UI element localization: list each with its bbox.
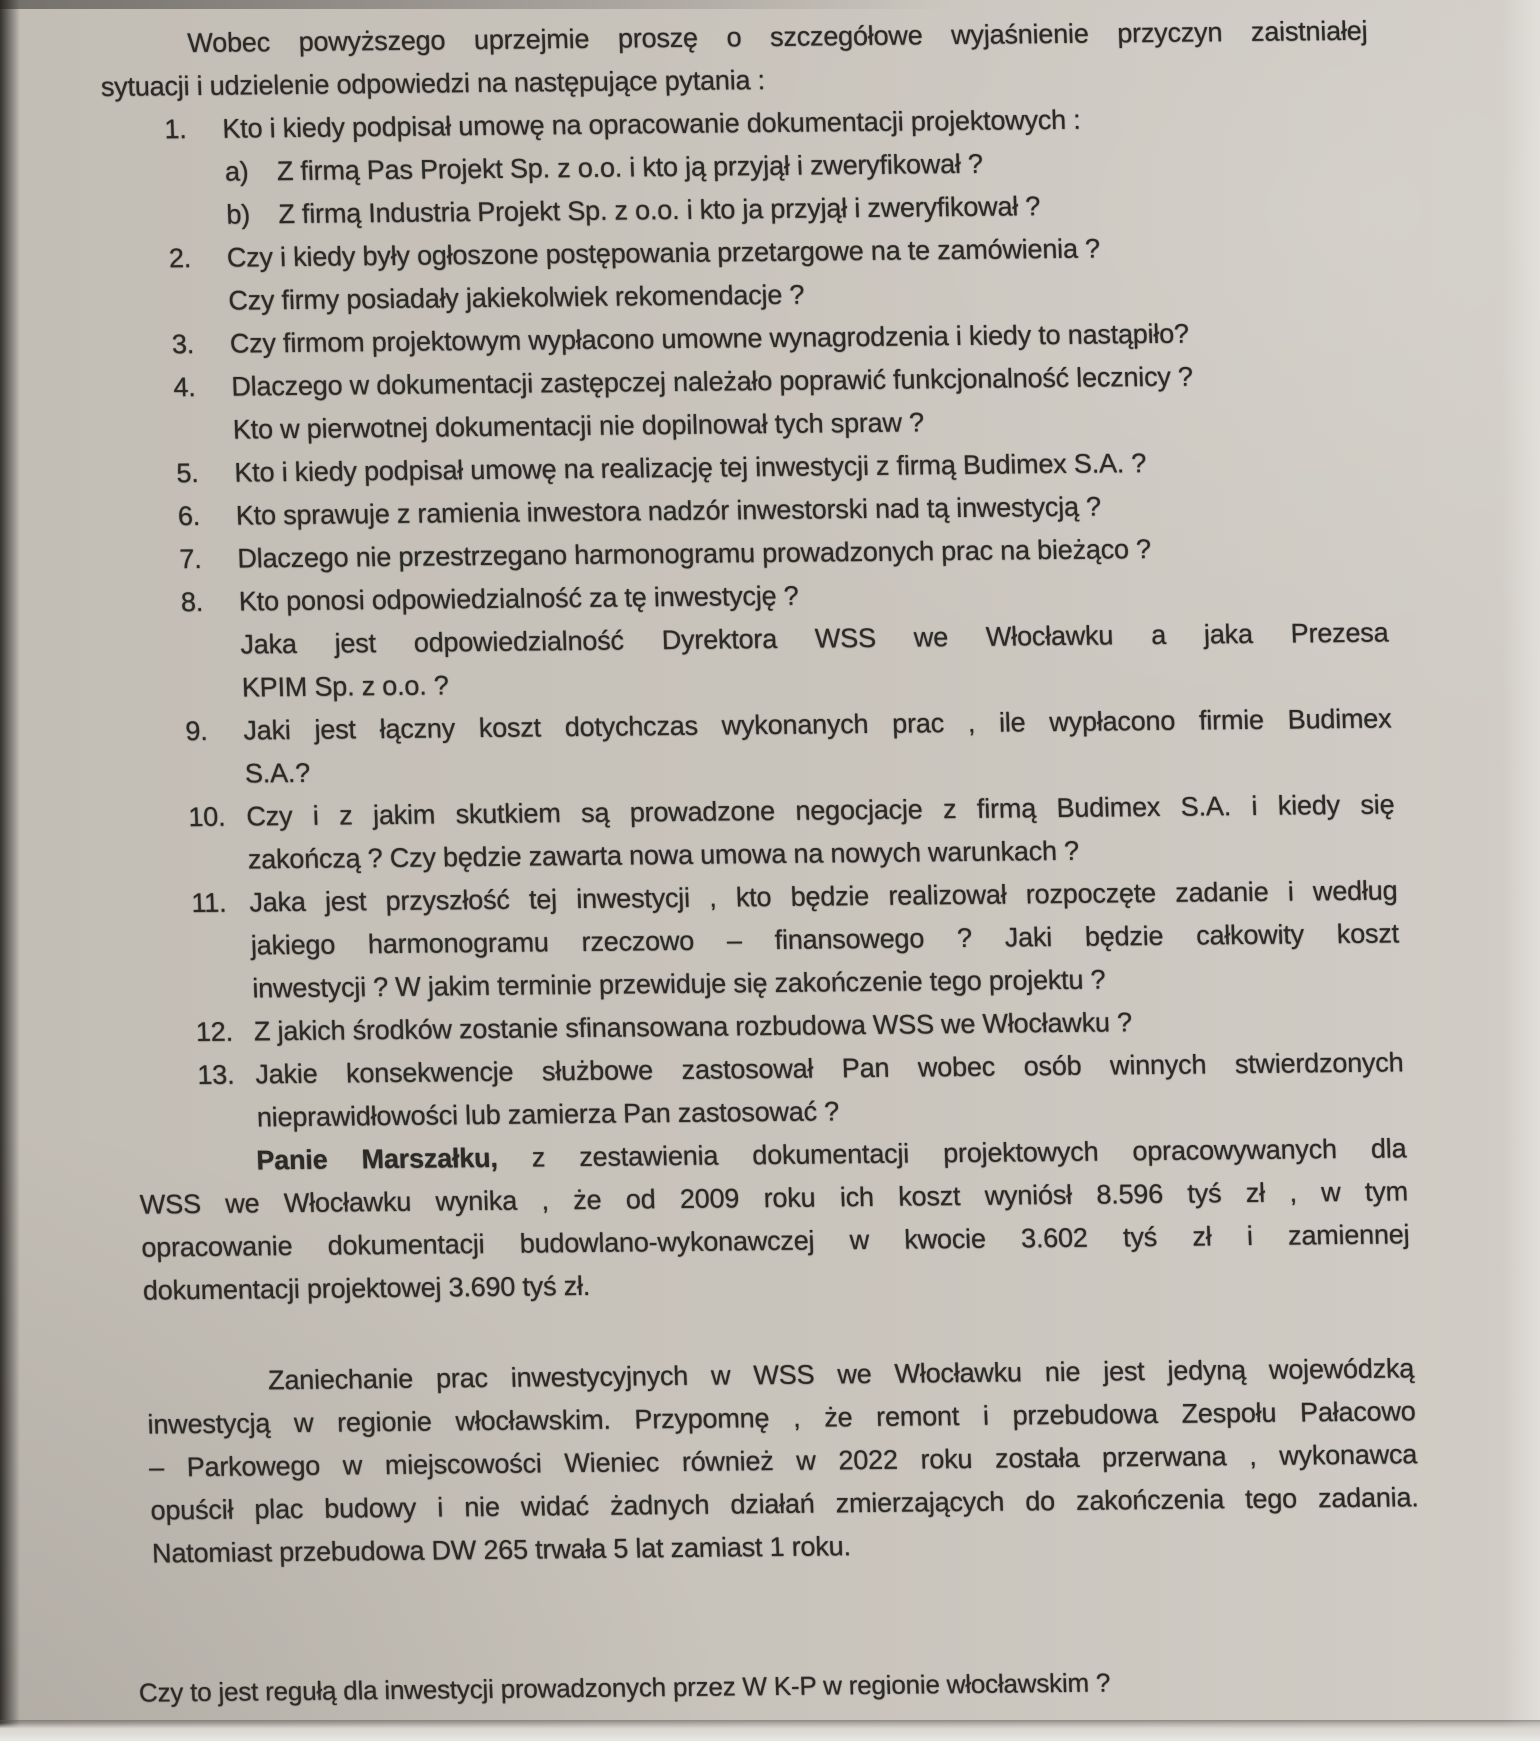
paragraph-line: – Parkowego w miejscowości Wieniec również w 2022 roku została przerwana , wykonawca [148,1439,1418,1483]
photo-bottom-page-edge [0,1720,1540,1741]
question-line: Z jakich środków zostanie sfinansowana rozbudowa WSS we Włocławku ? [253,1007,1133,1047]
question-number: 12. [195,1016,234,1048]
question-number: 2. [168,243,192,274]
question-line: Czy firmy posiadały jakiekolwiek rekomendacje ? [227,279,805,316]
question-item-4 [111,354,1382,453]
question-item-11 [129,869,1401,1011]
question-line: inwestycji ? W jakim terminie przewiduje się zakończenie tego projektu ? [251,964,1106,1004]
subitem-label: b) [225,199,251,230]
question-line: S.A.? [244,757,311,789]
question-line: nieprawidłowości lub zamierza Pan zastosować ? [256,1096,840,1133]
question-line: Czy i z jakim skutkiem są prowadzone negocjacje z firmą Budimex S.A. i kiedy się [245,789,1395,832]
intro-line: sytuacji i udzielenie odpowiedzi na następujące pytania : [100,65,766,102]
salutation-bold-lead: Panie Marszałku, [255,1142,499,1176]
question-line: Czy i kiedy były ogłoszone postępowania przetargowe na te zamówienia ? [226,233,1101,273]
intro-line: Wobec powyższego uprzejmie proszę o szczegółowe wyjaśnienie przyczyn zaistniałej [186,15,1368,59]
question-number: 9. [184,715,209,747]
paragraph-line: inwestycją w regionie włocławskim. Przypomnę , że remont i przebudowa Zespołu Pałacowo [147,1396,1417,1440]
question-line: Jakie konsekwencje służbowe zastosował Pan wobec osób winnych stwierdzonych [254,1047,1404,1090]
question-line: Kto sprawuje z ramienia inwestora nadzór inwestorski nad tą inwestycją ? [235,491,1102,531]
paragraph-line: Zaniechanie prac inwestycyjnych w WSS we Włocławku nie jest jedyną wojewódzką [267,1353,1415,1396]
question-item-2 [106,225,1377,324]
paragraph-other-investments [145,1347,1420,1575]
question-item-8 [118,569,1390,711]
question-number: 1. [163,114,188,145]
subitem-label: a) [224,156,250,187]
closing-question-line: Czy to jest regułą dla inwestycji prowadzonych przez W K-P w regionie włocławskim ? [138,1667,1111,1708]
question-line: Jaka jest odpowiedzialność Dyrektora WSS we Włocławku a jaka Prezesa [239,617,1389,660]
question-number: 6. [177,500,201,532]
question-line: Dlaczego w dokumentacji zastępczej należało poprawić funkcjonalność lecznicy ? [230,361,1194,402]
question-line: jakiego harmonogramu rzeczowo – finansowego ? Jaki będzie całkowity koszt [250,918,1400,961]
question-number: 4. [172,371,197,403]
question-line: Kto i kiedy podpisał umowę na realizację tej inwestycji z firmą Budimex S.A. ? [233,448,1147,488]
paragraph-line: WSS we Włocławku wynika , że od 2009 roku ich koszt wyniósł 8.596 tyś zł , w tym [139,1176,1409,1220]
question-item-13 [135,1041,1406,1140]
question-line: Jaka jest przyszłość tej inwestycji , kto będzie realizował rozpoczęte zadanie i według [248,875,1398,918]
question-item-10 [126,783,1397,882]
question-line: zakończą ? Czy będzie zawarta nowa umowa na nowych warunkach ? [247,835,1080,875]
question-number: 8. [180,586,204,618]
paragraph-line-text: z zestawienia dokumentacji projektowych opracowywanych dla [497,1133,1407,1173]
question-line: Kto ponosi odpowiedzialność za tę inwestycję ? [238,580,800,617]
question-line: Jaki jest łączny koszt dotychczas wykonanych prac , ile wypłacono firmie Budimex [242,703,1392,746]
question-number: 13. [196,1059,235,1091]
paragraph-line: dokumentacji projektowej 3.690 tyś zł. [142,1270,591,1306]
question-number: 7. [178,543,203,575]
question-item-9 [123,697,1394,796]
question-line: Kto w pierwotnej dokumentacji nie dopilnował tych spraw ? [232,407,925,445]
question-line: KPIM Sp. z o.o. ? [241,670,450,703]
subitem-text: Z firmą Pas Projekt Sp. z o.o. i kto ją przyjął i zweryfikował ? [276,148,984,187]
letter-body [99,10,1426,1715]
question-line: Kto i kiedy podpisał umowę na opracowanie dokumentacji projektowych : [221,104,1082,144]
question-number: 5. [175,457,200,489]
question-number: 11. [190,887,227,919]
question-number: 10. [187,801,226,833]
subitem-text: Z firmą Industria Projekt Sp. z o.o. i kto ja przyjął i zweryfikował ? [277,191,1041,230]
paragraph-line: Natomiast przebudowa DW 265 trwała 5 lat zamiast 1 roku. [151,1531,852,1569]
paragraph-costs [138,1127,1412,1312]
question-line: Dlaczego nie przestrzegano harmonogramu prowadzonych prac na bieżąco ? [236,534,1152,574]
question-line: Czy firmom projektowym wypłacono umowne wynagrodzenia i kiedy to nastąpiło? [229,318,1190,359]
paragraph-line: opracowanie dokumentacji budowlano-wykonawczej w kwocie 3.602 tyś zł i zamiennej [140,1219,1410,1263]
paragraph-line: opuścił plac budowy i nie widać żadnych działań zmierzających do zakończenia tego zadania. [150,1482,1420,1526]
question-number: 3. [171,329,195,360]
